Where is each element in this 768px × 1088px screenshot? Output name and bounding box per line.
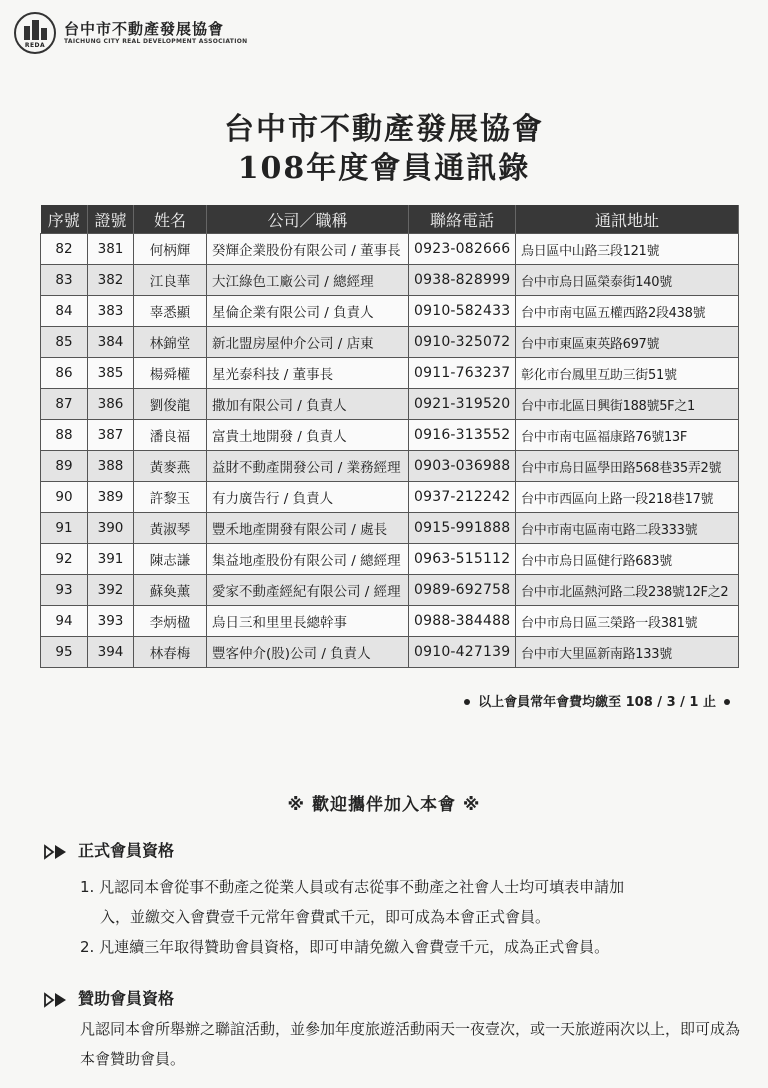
cell-phone: 0937-212242 (409, 482, 516, 513)
cell-address: 台中市烏日區學田路568巷35弄2號 (516, 451, 739, 482)
cell-cert: 393 (88, 606, 134, 637)
cell-phone: 0903-036988 (409, 451, 516, 482)
cell-name: 楊舜權 (134, 358, 207, 389)
cell-company: 星倫企業有限公司 / 負責人 (207, 296, 409, 327)
cell-cert: 385 (88, 358, 134, 389)
cell-cert: 389 (88, 482, 134, 513)
cell-company: 豐客仲介(股)公司 / 負責人 (207, 637, 409, 668)
cell-cert: 392 (88, 575, 134, 606)
cell-address: 台中市南屯區南屯路二段333號 (516, 513, 739, 544)
cell-name: 何柄輝 (134, 234, 207, 265)
cell-cert: 387 (88, 420, 134, 451)
cell-phone: 0910-325072 (409, 327, 516, 358)
cell-phone: 0921-319520 (409, 389, 516, 420)
cell-name: 許黎玉 (134, 482, 207, 513)
cell-phone: 0910-427139 (409, 637, 516, 668)
cell-address: 台中市南屯區福康路76號13F (516, 420, 739, 451)
page-title: 台中市不動產發展協會 (224, 112, 544, 147)
header-phone: 聯絡電話 (409, 205, 516, 234)
arrow-right-icon (44, 844, 70, 860)
cell-company: 有力廣告行 / 負責人 (207, 482, 409, 513)
fee-note (456, 691, 738, 710)
building-icon (22, 18, 50, 40)
table-row (41, 575, 739, 606)
table-row (41, 482, 739, 513)
logo-english-name: TAICHUNG CITY REAL DEVELOPMENT ASSOCIATION (64, 38, 248, 45)
cell-name: 蘇奐薰 (134, 575, 207, 606)
cell-seq: 86 (41, 358, 88, 389)
cell-company: 益財不動產開發公司 / 業務經理 (207, 451, 409, 482)
cell-name: 潘良福 (134, 420, 207, 451)
cell-phone: 0988-384488 (409, 606, 516, 637)
sponsor-member-heading (44, 986, 174, 1009)
logo-chinese-name: 台中市不動產發展協會 (64, 20, 225, 38)
table-row (41, 327, 739, 358)
cell-seq: 91 (41, 513, 88, 544)
cell-phone: 0910-582433 (409, 296, 516, 327)
member-directory-table (40, 205, 739, 668)
cell-seq: 92 (41, 544, 88, 575)
cell-address: 烏日區中山路三段121號 (516, 234, 739, 265)
cell-company: 新北盟房屋仲介公司 / 店東 (207, 327, 409, 358)
cell-address: 彰化市台鳳里互助三街51號 (516, 358, 739, 389)
cell-address: 台中市烏日區榮泰街140號 (516, 265, 739, 296)
cell-seq: 95 (41, 637, 88, 668)
cell-address: 台中市烏日區健行路683號 (516, 544, 739, 575)
cell-phone: 0915-991888 (409, 513, 516, 544)
table-header-row (41, 205, 739, 234)
table-row (41, 358, 739, 389)
regular-rule-2: 2. 凡連續三年取得贊助會員資格，即可申請免繳入會費壹千元，成為正式會員。 (80, 938, 610, 956)
cell-phone: 0911-763237 (409, 358, 516, 389)
bullet-icon (464, 699, 470, 705)
cell-cert: 381 (88, 234, 134, 265)
cell-cert: 388 (88, 451, 134, 482)
cell-company: 烏日三和里里長總幹事 (207, 606, 409, 637)
cell-name: 黃麥燕 (134, 451, 207, 482)
table-row (41, 265, 739, 296)
cell-company: 星光泰科技 / 董事長 (207, 358, 409, 389)
cell-name: 劉俊龍 (134, 389, 207, 420)
cell-seq: 83 (41, 265, 88, 296)
cell-address: 台中市大里區新南路133號 (516, 637, 739, 668)
logo-abbreviation: REDA (24, 42, 46, 49)
table-row (41, 451, 739, 482)
cell-address: 台中市北區熱河路二段238號12F之2 (516, 575, 739, 606)
cell-company: 癸輝企業股份有限公司 / 董事長 (207, 234, 409, 265)
header-name: 姓名 (134, 205, 207, 234)
cell-seq: 90 (41, 482, 88, 513)
cell-seq: 82 (41, 234, 88, 265)
cell-phone: 0989-692758 (409, 575, 516, 606)
cell-company: 愛家不動產經紀有限公司 / 經理 (207, 575, 409, 606)
cell-company: 撒加有限公司 / 負責人 (207, 389, 409, 420)
cell-cert: 386 (88, 389, 134, 420)
table-row (41, 544, 739, 575)
cell-seq: 87 (41, 389, 88, 420)
cell-company: 富貴土地開發 / 負責人 (207, 420, 409, 451)
association-logo (14, 12, 344, 60)
regular-rule-1-cont: 入，並繳交入會費壹千元常年會費貳千元，即可成為本會正式會員。 (100, 908, 551, 926)
cell-name: 林春梅 (134, 637, 207, 668)
cell-address: 台中市南屯區五權西路2段438號 (516, 296, 739, 327)
cell-address: 台中市西區向上路一段218巷17號 (516, 482, 739, 513)
cell-company: 集益地產股份有限公司 / 總經理 (207, 544, 409, 575)
cell-name: 陳志謙 (134, 544, 207, 575)
cell-phone: 0923-082666 (409, 234, 516, 265)
table-row (41, 606, 739, 637)
cell-company: 大江綠色工廠公司 / 總經理 (207, 265, 409, 296)
cell-name: 辜悉顯 (134, 296, 207, 327)
table-row (41, 389, 739, 420)
cell-seq: 93 (41, 575, 88, 606)
arrow-right-icon (44, 992, 70, 1008)
cell-cert: 383 (88, 296, 134, 327)
cell-seq: 88 (41, 420, 88, 451)
cell-seq: 85 (41, 327, 88, 358)
cell-cert: 394 (88, 637, 134, 668)
cell-name: 黃淑琴 (134, 513, 207, 544)
regular-member-heading-text: 正式會員資格 (78, 841, 175, 860)
cell-company: 豐禾地產開發有限公司 / 處長 (207, 513, 409, 544)
cell-seq: 84 (41, 296, 88, 327)
cell-name: 江良華 (134, 265, 207, 296)
cell-name: 李炳楹 (134, 606, 207, 637)
cell-seq: 89 (41, 451, 88, 482)
table-row (41, 513, 739, 544)
cell-address: 台中市東區東英路697號 (516, 327, 739, 358)
bullet-icon (724, 699, 730, 705)
cell-cert: 382 (88, 265, 134, 296)
regular-member-heading (44, 838, 174, 861)
cell-address: 台中市烏日區三榮路一段381號 (516, 606, 739, 637)
table-row (41, 234, 739, 265)
regular-rule-1: 1. 凡認同本會從事不動產之從業人員或有志從事不動產之社會人士均可填表申請加 (80, 878, 625, 896)
header-address: 通訊地址 (516, 205, 739, 234)
table-row (41, 296, 739, 327)
table-row (41, 420, 739, 451)
header-company: 公司／職稱 (207, 205, 409, 234)
page-subtitle: 108年度會員通訊錄 (237, 151, 531, 186)
cell-seq: 94 (41, 606, 88, 637)
welcome-banner: ※ 歡迎攜伴加入本會 ※ (287, 795, 481, 815)
cell-name: 林錦堂 (134, 327, 207, 358)
cell-phone: 0916-313552 (409, 420, 516, 451)
cell-phone: 0938-828999 (409, 265, 516, 296)
fee-note-text: 以上會員常年會費均繳至 108 / 3 / 1 止 (478, 695, 716, 710)
cell-cert: 390 (88, 513, 134, 544)
logo-emblem (14, 12, 56, 54)
header-seq: 序號 (41, 205, 88, 234)
cell-cert: 384 (88, 327, 134, 358)
cell-address: 台中市北區日興街188號5F之1 (516, 389, 739, 420)
cell-cert: 391 (88, 544, 134, 575)
sponsor-rule: 凡認同本會所舉辦之聯誼活動，並參加年度旅遊活動兩天一夜壹次，或一天旅遊兩次以上，即可成為本會贊助會員。 (80, 1020, 741, 1068)
cell-phone: 0963-515112 (409, 544, 516, 575)
header-cert: 證號 (88, 205, 134, 234)
table-row (41, 637, 739, 668)
sponsor-member-heading-text: 贊助會員資格 (78, 989, 175, 1008)
